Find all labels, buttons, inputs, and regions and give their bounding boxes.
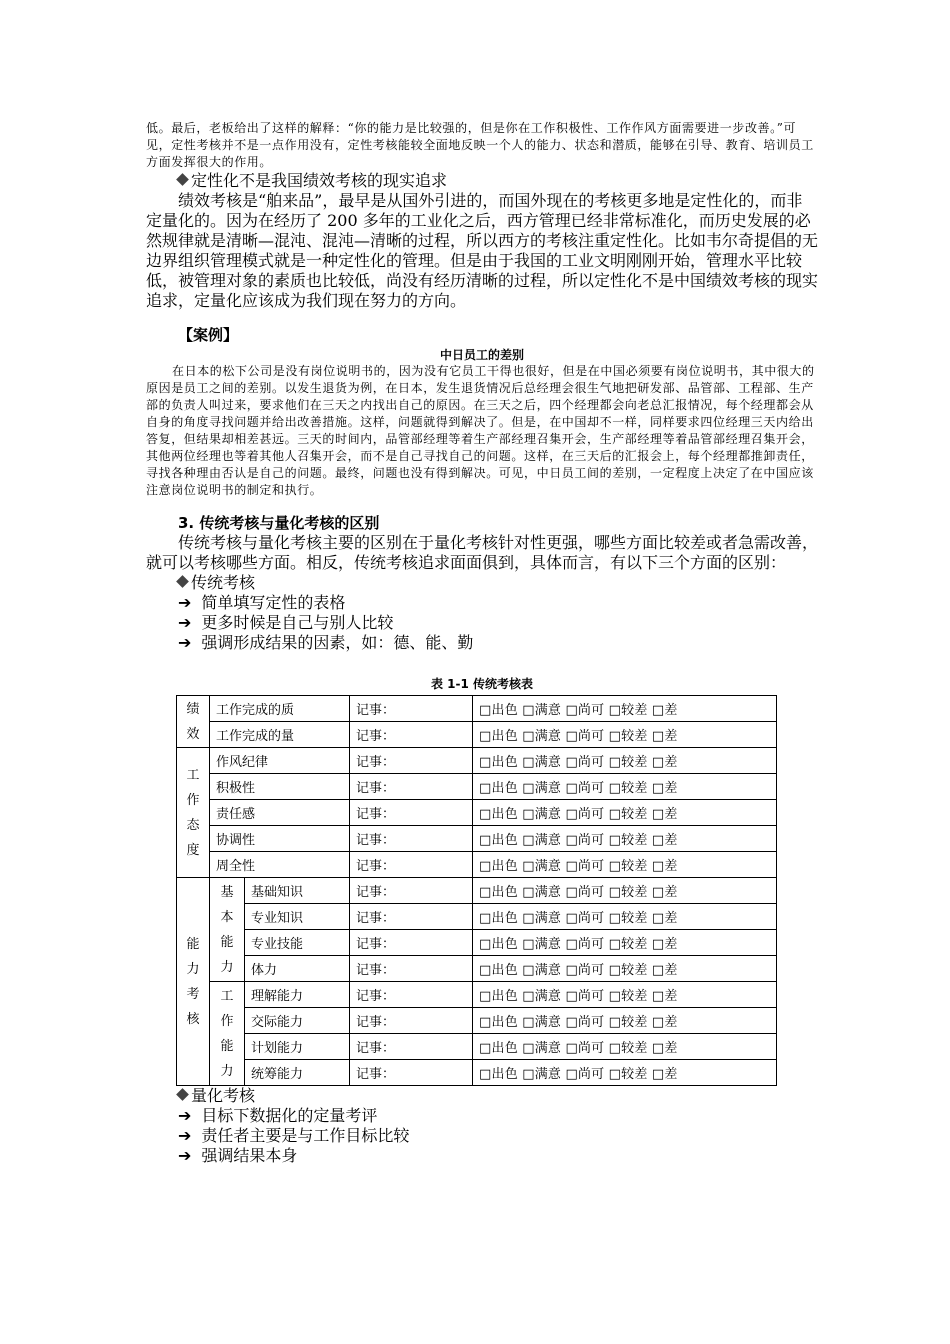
table-row xyxy=(177,982,777,1008)
note-cell: 记事： xyxy=(350,956,473,982)
rating-options: □出色 □满意 □尚可 □较差 □差 xyxy=(473,1060,777,1086)
item-label: 体力 xyxy=(245,956,350,982)
arrow-right-icon: ➔ xyxy=(178,1106,192,1125)
case-paragraph: 在日本的松下公司是没有岗位说明书的，因为没有它员工干得也很好，但是在中国必须要有岗位说明书，其中很大的原因是员工之间的差别。以发生退货为例，在日本，发生退货情况后总经理会很生气地把研发部、品管部、工程部、生产部的负责人叫过来，要求他们在三天之内找出自己的原因。在三天之后，四个经理都会向老总汇报情况，每个经理都会从自身的角度寻找问题并给出改善措施。这样，问题就得到解决了。但是，在中国却不一样，同样要求四位经理三天内给出答复，但结果却相差甚远。三天的时间内，品管部经理等着生产部经理召集开会，生产部经理等着品管部经理召集开会，其他两位经理也等着其他人召集开会，而不是自己寻找自己的问题。这样，在三天后的汇报会上，每个经理都推卸责任，寻找各种理由否认是自己的问题。最终，问题也没有得到解决。可见，中日员工间的差别，一定程度上决定了在中国应该注意岗位说明书的制定和执行。 xyxy=(146,364,815,497)
rating-options: □出色 □满意 □尚可 □较差 □差 xyxy=(473,696,777,722)
table-row xyxy=(177,1008,777,1034)
item-label: 计划能力 xyxy=(245,1034,350,1060)
table-row xyxy=(177,878,777,904)
item-label: 积极性 xyxy=(210,774,350,800)
arrow-right-icon: ➔ xyxy=(178,613,192,632)
note-cell: 记事： xyxy=(350,1034,473,1060)
rating-options: □出色 □满意 □尚可 □较差 □差 xyxy=(473,722,777,748)
item-label: 工作完成的量 xyxy=(210,722,350,748)
list-item: ➔ 目标下数据化的定量考评 xyxy=(178,1106,378,1125)
table-row xyxy=(177,1034,777,1060)
note-cell: 记事： xyxy=(350,930,473,956)
section-heading: 3. 传统考核与量化考核的区别 xyxy=(178,514,380,532)
traditional-heading: 传统考核 xyxy=(146,573,818,593)
note-cell: 记事： xyxy=(350,748,473,774)
list-item: ➔ 强调形成结果的因素，如：德、能、勤 xyxy=(178,633,474,652)
rating-options: □出色 □满意 □尚可 □较差 □差 xyxy=(473,904,777,930)
table-row xyxy=(177,774,777,800)
item-label: 统筹能力 xyxy=(245,1060,350,1086)
item-label: 责任感 xyxy=(210,800,350,826)
intro-paragraph: 低。最后，老板给出了这样的解释：“你的能力是比较强的，但是你在工作积极性、工作作风方面需要进一步改善。”可见，定性考核并不是一点作用没有，定性考核能较全面地反映一个人的能力、状态和潜质，能够在引导、教育、培训员工方面发挥很大的作用。 xyxy=(146,121,814,169)
note-cell: 记事： xyxy=(350,826,473,852)
note-cell: 记事： xyxy=(350,982,473,1008)
item-label: 交际能力 xyxy=(245,1008,350,1034)
table-row xyxy=(177,722,777,748)
qualitative-heading: 定性化不是我国绩效考核的现实追求 xyxy=(146,171,818,191)
rating-options: □出色 □满意 □尚可 □较差 □差 xyxy=(473,1008,777,1034)
arrow-right-icon: ➔ xyxy=(178,633,192,652)
rating-options: □出色 □满意 □尚可 □较差 □差 xyxy=(473,826,777,852)
item-label: 理解能力 xyxy=(245,982,350,1008)
note-cell: 记事： xyxy=(350,774,473,800)
note-cell: 记事： xyxy=(350,696,473,722)
group-performance: 绩 效 xyxy=(177,696,210,748)
table-row xyxy=(177,852,777,878)
list-item: ➔ 强调结果本身 xyxy=(178,1146,298,1165)
table-row xyxy=(177,930,777,956)
note-cell: 记事： xyxy=(350,722,473,748)
qualitative-paragraph: 绩效考核是“舶来品”，最早是从国外引进的，而国外现在的考核更多地是定性化的，而非定量化的。因为在经历了 200 多年的工业化之后，西方管理已经非常标准化，而历史发展的必然规律就是清晰—混沌、混沌—清晰的过程，所以西方的考核注重定性化。比如韦尔奇提倡的无边界组织管理模式就是一种定性化的管理。但是由于我国的工业文明刚刚开始，管理水平比较低，被管理对象的素质也比较低，尚没有经历清晰的过程，所以定性化不是中国绩效考核的现实追求，定量化应该成为我们现在努力的方向。 xyxy=(146,191,819,310)
rating-options: □出色 □满意 □尚可 □较差 □差 xyxy=(473,878,777,904)
diamond-bullet-icon xyxy=(176,1088,189,1101)
rating-options: □出色 □满意 □尚可 □较差 □差 xyxy=(473,748,777,774)
diamond-bullet-icon xyxy=(176,575,189,588)
rating-options: □出色 □满意 □尚可 □较差 □差 xyxy=(473,1034,777,1060)
table-row xyxy=(177,904,777,930)
group-ability: 能 力 考 核 xyxy=(177,878,210,1086)
table-row xyxy=(177,800,777,826)
table-row xyxy=(177,956,777,982)
note-cell: 记事： xyxy=(350,1060,473,1086)
item-label: 协调性 xyxy=(210,826,350,852)
quantitative-heading: 量化考核 xyxy=(146,1086,818,1106)
item-label: 工作完成的质 xyxy=(210,696,350,722)
note-cell: 记事： xyxy=(350,800,473,826)
item-label: 作风纪律 xyxy=(210,748,350,774)
arrow-right-icon: ➔ xyxy=(178,593,192,612)
list-item: ➔ 责任者主要是与工作目标比较 xyxy=(178,1126,410,1145)
item-label: 基础知识 xyxy=(245,878,350,904)
case-label: 【案例】 xyxy=(178,326,239,344)
subgroup-work: 工 作 能 力 xyxy=(210,982,245,1086)
traditional-assessment-table xyxy=(176,695,777,1086)
list-item: ➔ 更多时候是自己与别人比较 xyxy=(178,613,394,632)
table-row xyxy=(177,1060,777,1086)
arrow-right-icon: ➔ xyxy=(178,1126,192,1145)
table-row xyxy=(177,696,777,722)
item-label: 周全性 xyxy=(210,852,350,878)
note-cell: 记事： xyxy=(350,1008,473,1034)
group-attitude: 工 作 态 度 xyxy=(177,748,210,878)
rating-options: □出色 □满意 □尚可 □较差 □差 xyxy=(473,852,777,878)
rating-options: □出色 □满意 □尚可 □较差 □差 xyxy=(473,930,777,956)
note-cell: 记事： xyxy=(350,852,473,878)
item-label: 专业技能 xyxy=(245,930,350,956)
diamond-bullet-icon xyxy=(176,173,189,186)
document-page xyxy=(146,120,818,1166)
rating-options: □出色 □满意 □尚可 □较差 □差 xyxy=(473,956,777,982)
note-cell: 记事： xyxy=(350,878,473,904)
rating-options: □出色 □满意 □尚可 □较差 □差 xyxy=(473,982,777,1008)
rating-options: □出色 □满意 □尚可 □较差 □差 xyxy=(473,800,777,826)
list-item: ➔ 简单填写定性的表格 xyxy=(178,593,346,612)
arrow-right-icon: ➔ xyxy=(178,1146,192,1165)
table-row xyxy=(177,826,777,852)
item-label: 专业知识 xyxy=(245,904,350,930)
note-cell: 记事： xyxy=(350,904,473,930)
subgroup-basic: 基 本 能 力 xyxy=(210,878,245,982)
table-caption: 表 1-1 传统考核表 xyxy=(430,677,534,691)
case-title: 中日员工的差别 xyxy=(439,348,524,362)
table-row xyxy=(177,748,777,774)
section-paragraph: 传统考核与量化考核主要的区别在于量化考核针对性更强，哪些方面比较差或者急需改善，就可以考核哪些方面。相反，传统考核追求面面俱到，具体而言，有以下三个方面的区别： xyxy=(146,533,819,572)
rating-options: □出色 □满意 □尚可 □较差 □差 xyxy=(473,774,777,800)
